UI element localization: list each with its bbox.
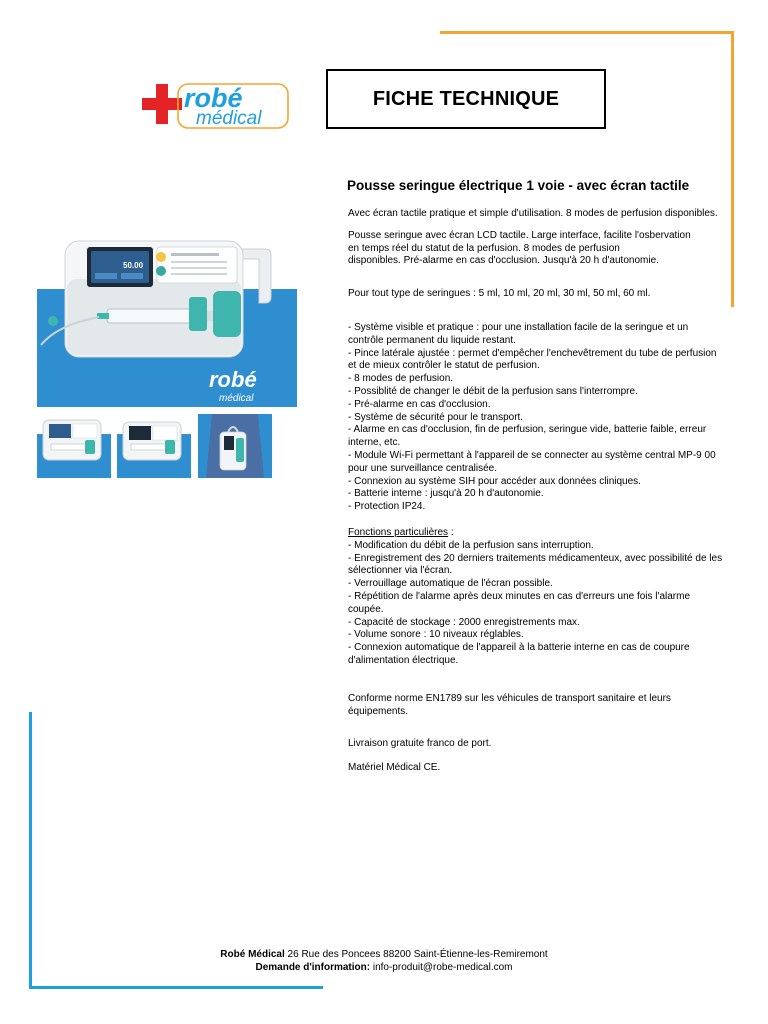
special-function-item: - Modification du débit de la perfusion sans interruption. — [348, 539, 594, 551]
special-function-item: - Capacité de stockage : 2000 enregistrements max. — [348, 616, 580, 628]
description-line: en temps réel du statut de la perfusion. 8 modes de perfusion — [348, 242, 620, 254]
document-title: FICHE TECHNIQUE — [372, 87, 560, 110]
feature-item: - Système visible et pratique : pour une installation facile de la seringue et un contrôle permanent du liquide restant. — [348, 321, 689, 346]
svg-text:médical: médical — [196, 108, 262, 129]
feature-item: - 8 modes de perfusion. — [348, 373, 454, 385]
syringes-text: Pour tout type de seringues : 5 ml, 10 ml, 20 ml, 30 ml, 50 ml, 60 ml. — [348, 288, 651, 300]
svg-text:médical: médical — [219, 393, 254, 404]
footer-address: 26 Rue des Poncees 88200 Saint-Étienne-les-Remiremont — [284, 949, 548, 960]
footer-contact-label: Demande d'information: — [255, 962, 371, 973]
description-line: Pousse seringue avec écran LCD tactile. Large interface, facilite l'osbervation — [348, 229, 691, 241]
feature-item: - Module Wi-Fi permettant à l'appareil de se connecter au système central MP-9 00 pour une surveillance centralisée. — [348, 449, 716, 474]
robe-medical-logo — [140, 80, 290, 130]
special-functions-title: Fonctions particulières — [348, 526, 449, 538]
feature-item: - Connexion au système SIH pour accéder aux données cliniques. — [348, 475, 641, 487]
intro-text: Avec écran tactile pratique et simple d'utilisation. 8 modes de perfusion disponibles. — [348, 208, 718, 219]
feature-item: - Pré-alarme en cas d'occlusion. — [348, 398, 491, 410]
product-thumbnail-2[interactable] — [117, 414, 191, 478]
footer-contact-line — [0, 962, 768, 973]
product-thumbnail-3[interactable] — [198, 414, 272, 478]
features-list — [348, 322, 726, 514]
special-function-item: - Répétition de l'alarme après deux minutes en cas d'erreurs une fois l'alarme coupée. — [348, 590, 691, 615]
special-function-item: - Volume sonore : 10 niveaux réglables. — [348, 629, 524, 641]
product-main-image — [37, 235, 297, 407]
footer-address-line — [0, 949, 768, 960]
blue-accent-line-vertical — [29, 712, 32, 989]
feature-item: - Protection IP24. — [348, 501, 426, 513]
svg-text:50.00: 50.00 — [123, 261, 144, 270]
special-function-item: - Verrouillage automatique de l'écran possible. — [348, 578, 553, 590]
feature-item: - Pince latérale ajustée : permet d'empêcher l'enchevêtrement du tube de perfusion et de mieux contrôler le statut de perfusion. — [348, 347, 717, 372]
feature-item: - Batterie interne : jusqu'à 20 h d'autonomie. — [348, 488, 544, 500]
feature-item: - Possiblité de changer le débit de la perfusion sans l'interrompre. — [348, 385, 638, 397]
svg-text:robé: robé — [209, 367, 257, 392]
product-description — [348, 208, 726, 775]
ce-text: Matériel Médical CE. — [348, 762, 441, 774]
blue-accent-line — [29, 986, 323, 989]
document-title-box — [326, 69, 606, 129]
special-function-item: - Enregistrement des 20 derniers traitements médicamenteux, avec possibilité de les sélectionner via l'écran. — [348, 552, 723, 577]
product-title: Pousse seringue électrique 1 voie - avec écran tactile — [347, 178, 690, 193]
special-function-item: - Connexion automatique de l'appareil à la batterie interne en cas de coupure d'alimentation électrique. — [348, 642, 690, 666]
special-functions-colon: : — [448, 526, 454, 538]
product-thumbnail-1[interactable] — [37, 414, 111, 478]
description-block — [348, 230, 726, 268]
description-line: disponibles. Pré-alarme en cas d'occlusion. Jusqu'à 20 h d'autonomie. — [348, 255, 659, 267]
norm-text: Conforme norme EN1789 sur les véhicules de transport sanitaire et leurs équipements. — [348, 692, 671, 717]
orange-accent-line — [440, 31, 734, 34]
delivery-text: Livraison gratuite franco de port. — [348, 738, 492, 750]
special-functions-list — [348, 540, 726, 668]
feature-item: - Alarme en cas d'occlusion, fin de perfusion, seringue vide, batterie faible, erreur interne, etc. — [348, 424, 707, 449]
feature-item: - Système de sécurité pour le transport. — [348, 411, 524, 423]
svg-text:robé: robé — [184, 83, 243, 113]
special-functions-heading — [348, 527, 726, 540]
footer-email-link[interactable]: info-produit@robe-medical.com — [370, 962, 513, 973]
orange-accent-line-vertical — [731, 31, 734, 307]
footer-company: Robé Médical — [220, 949, 285, 960]
